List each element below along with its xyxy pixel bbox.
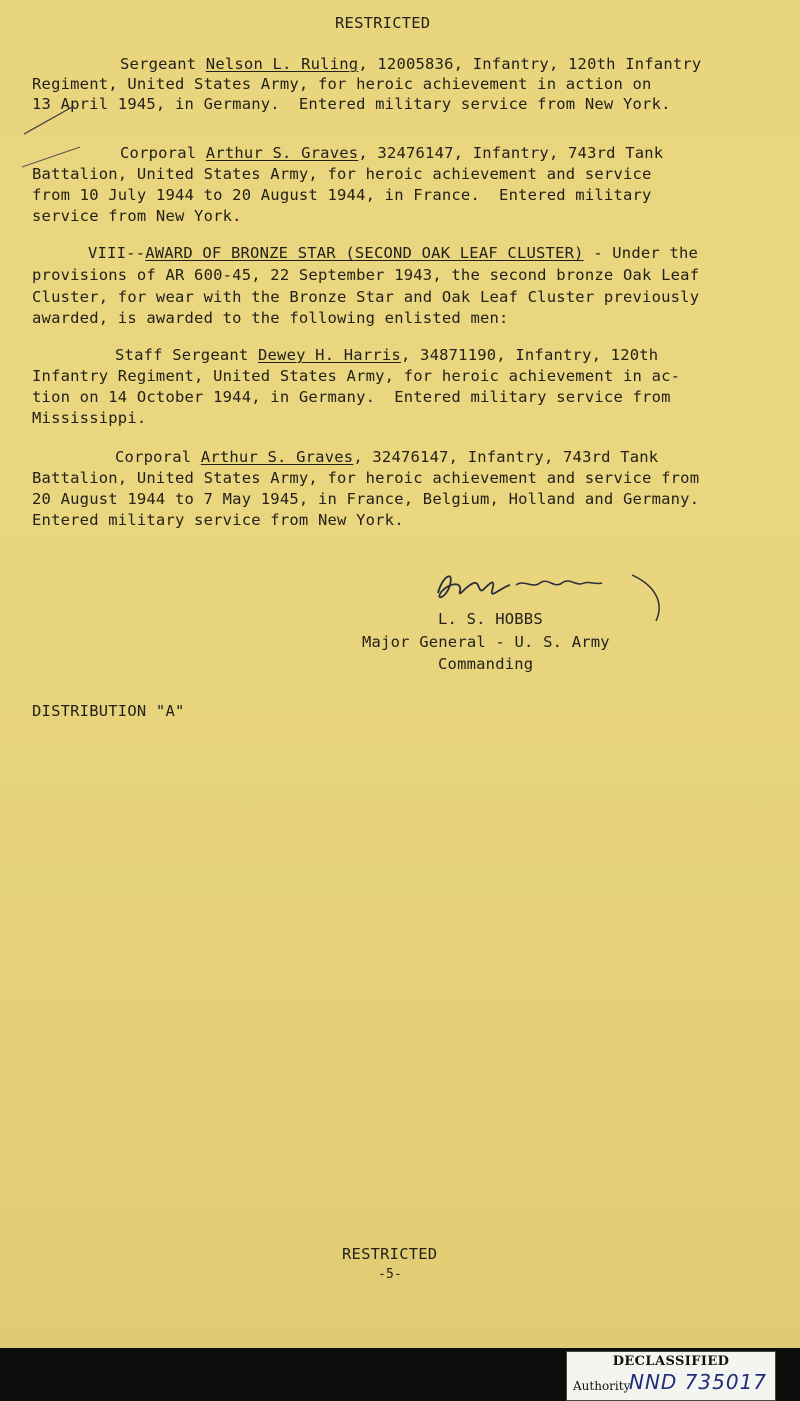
citation-line: from 10 July 1944 to 20 August 1944, in France. Entered military bbox=[32, 186, 652, 204]
citation-line: 20 August 1944 to 7 May 1945, in France, Belgium, Holland and Germany. bbox=[32, 490, 700, 508]
citation-line: 13 April 1945, in Germany. Entered military service from New York. bbox=[32, 95, 671, 113]
citation-rank: Corporal bbox=[115, 448, 201, 466]
citation-line: service from New York. bbox=[32, 207, 242, 225]
section-heading: AWARD OF BRONZE STAR (SECOND OAK LEAF CLUSTER) bbox=[145, 244, 584, 262]
citation-text: , 12005836, Infantry, 120th Infantry bbox=[358, 55, 702, 73]
signer-rank: Major General - U. S. Army bbox=[362, 633, 610, 651]
soldier-name: Dewey H. Harris bbox=[257, 346, 401, 364]
citation-line: tion on 14 October 1944, in Germany. Entered military service from bbox=[32, 388, 671, 406]
soldier-name: Arthur S. Graves bbox=[205, 144, 359, 162]
citation-line bbox=[115, 448, 658, 466]
section-line: Cluster, for wear with the Bronze Star and Oak Leaf Cluster previously bbox=[32, 288, 700, 306]
citation-line: Infantry Regiment, United States Army, for heroic achievement in ac- bbox=[32, 367, 681, 385]
signer-role: Commanding bbox=[438, 655, 534, 673]
stamp-authority-label: Authority bbox=[573, 1379, 631, 1393]
soldier-name: Nelson L. Ruling bbox=[205, 55, 359, 73]
section-heading-line bbox=[88, 244, 698, 262]
section-line: provisions of AR 600-45, 22 September 1943, the second bronze Oak Leaf bbox=[32, 266, 700, 284]
citation-rank: Sergeant bbox=[120, 55, 206, 73]
distribution-line: DISTRIBUTION "A" bbox=[32, 702, 185, 720]
citation-text: , 32476147, Infantry, 743rd Tank bbox=[353, 448, 659, 466]
section-number: VIII-- bbox=[88, 244, 146, 262]
citation-line: Battalion, United States Army, for heroic achievement and service from bbox=[32, 469, 700, 487]
citation-line: Battalion, United States Army, for heroic achievement and service bbox=[32, 165, 652, 183]
citation-rank: Corporal bbox=[120, 144, 206, 162]
citation-text: , 32476147, Infantry, 743rd Tank bbox=[358, 144, 664, 162]
declassified-stamp bbox=[566, 1351, 776, 1401]
citation-line bbox=[120, 55, 701, 73]
footer-classification: RESTRICTED bbox=[342, 1245, 438, 1263]
header-classification: RESTRICTED bbox=[335, 14, 431, 32]
citation-rank: Staff Sergeant bbox=[115, 346, 258, 364]
citation-line: Entered military service from New York. bbox=[32, 511, 404, 529]
citation-line bbox=[120, 144, 663, 162]
citation-line: Mississippi. bbox=[32, 409, 147, 427]
section-line: awarded, is awarded to the following enlisted men: bbox=[32, 309, 509, 327]
citation-line bbox=[115, 346, 658, 364]
pencil-mark bbox=[20, 100, 80, 140]
soldier-name: Arthur S. Graves bbox=[200, 448, 354, 466]
stamp-authority-number: NND 735017 bbox=[629, 1370, 768, 1394]
pencil-mark bbox=[18, 135, 88, 175]
citation-line: Regiment, United States Army, for heroic achievement in action on bbox=[32, 75, 652, 93]
signer-name: L. S. HOBBS bbox=[438, 610, 543, 628]
citation-text: , 34871190, Infantry, 120th bbox=[400, 346, 659, 364]
section-text: - Under the bbox=[583, 244, 699, 262]
stamp-title: DECLASSIFIED bbox=[612, 1354, 730, 1369]
page-number: -5- bbox=[378, 1267, 403, 1282]
